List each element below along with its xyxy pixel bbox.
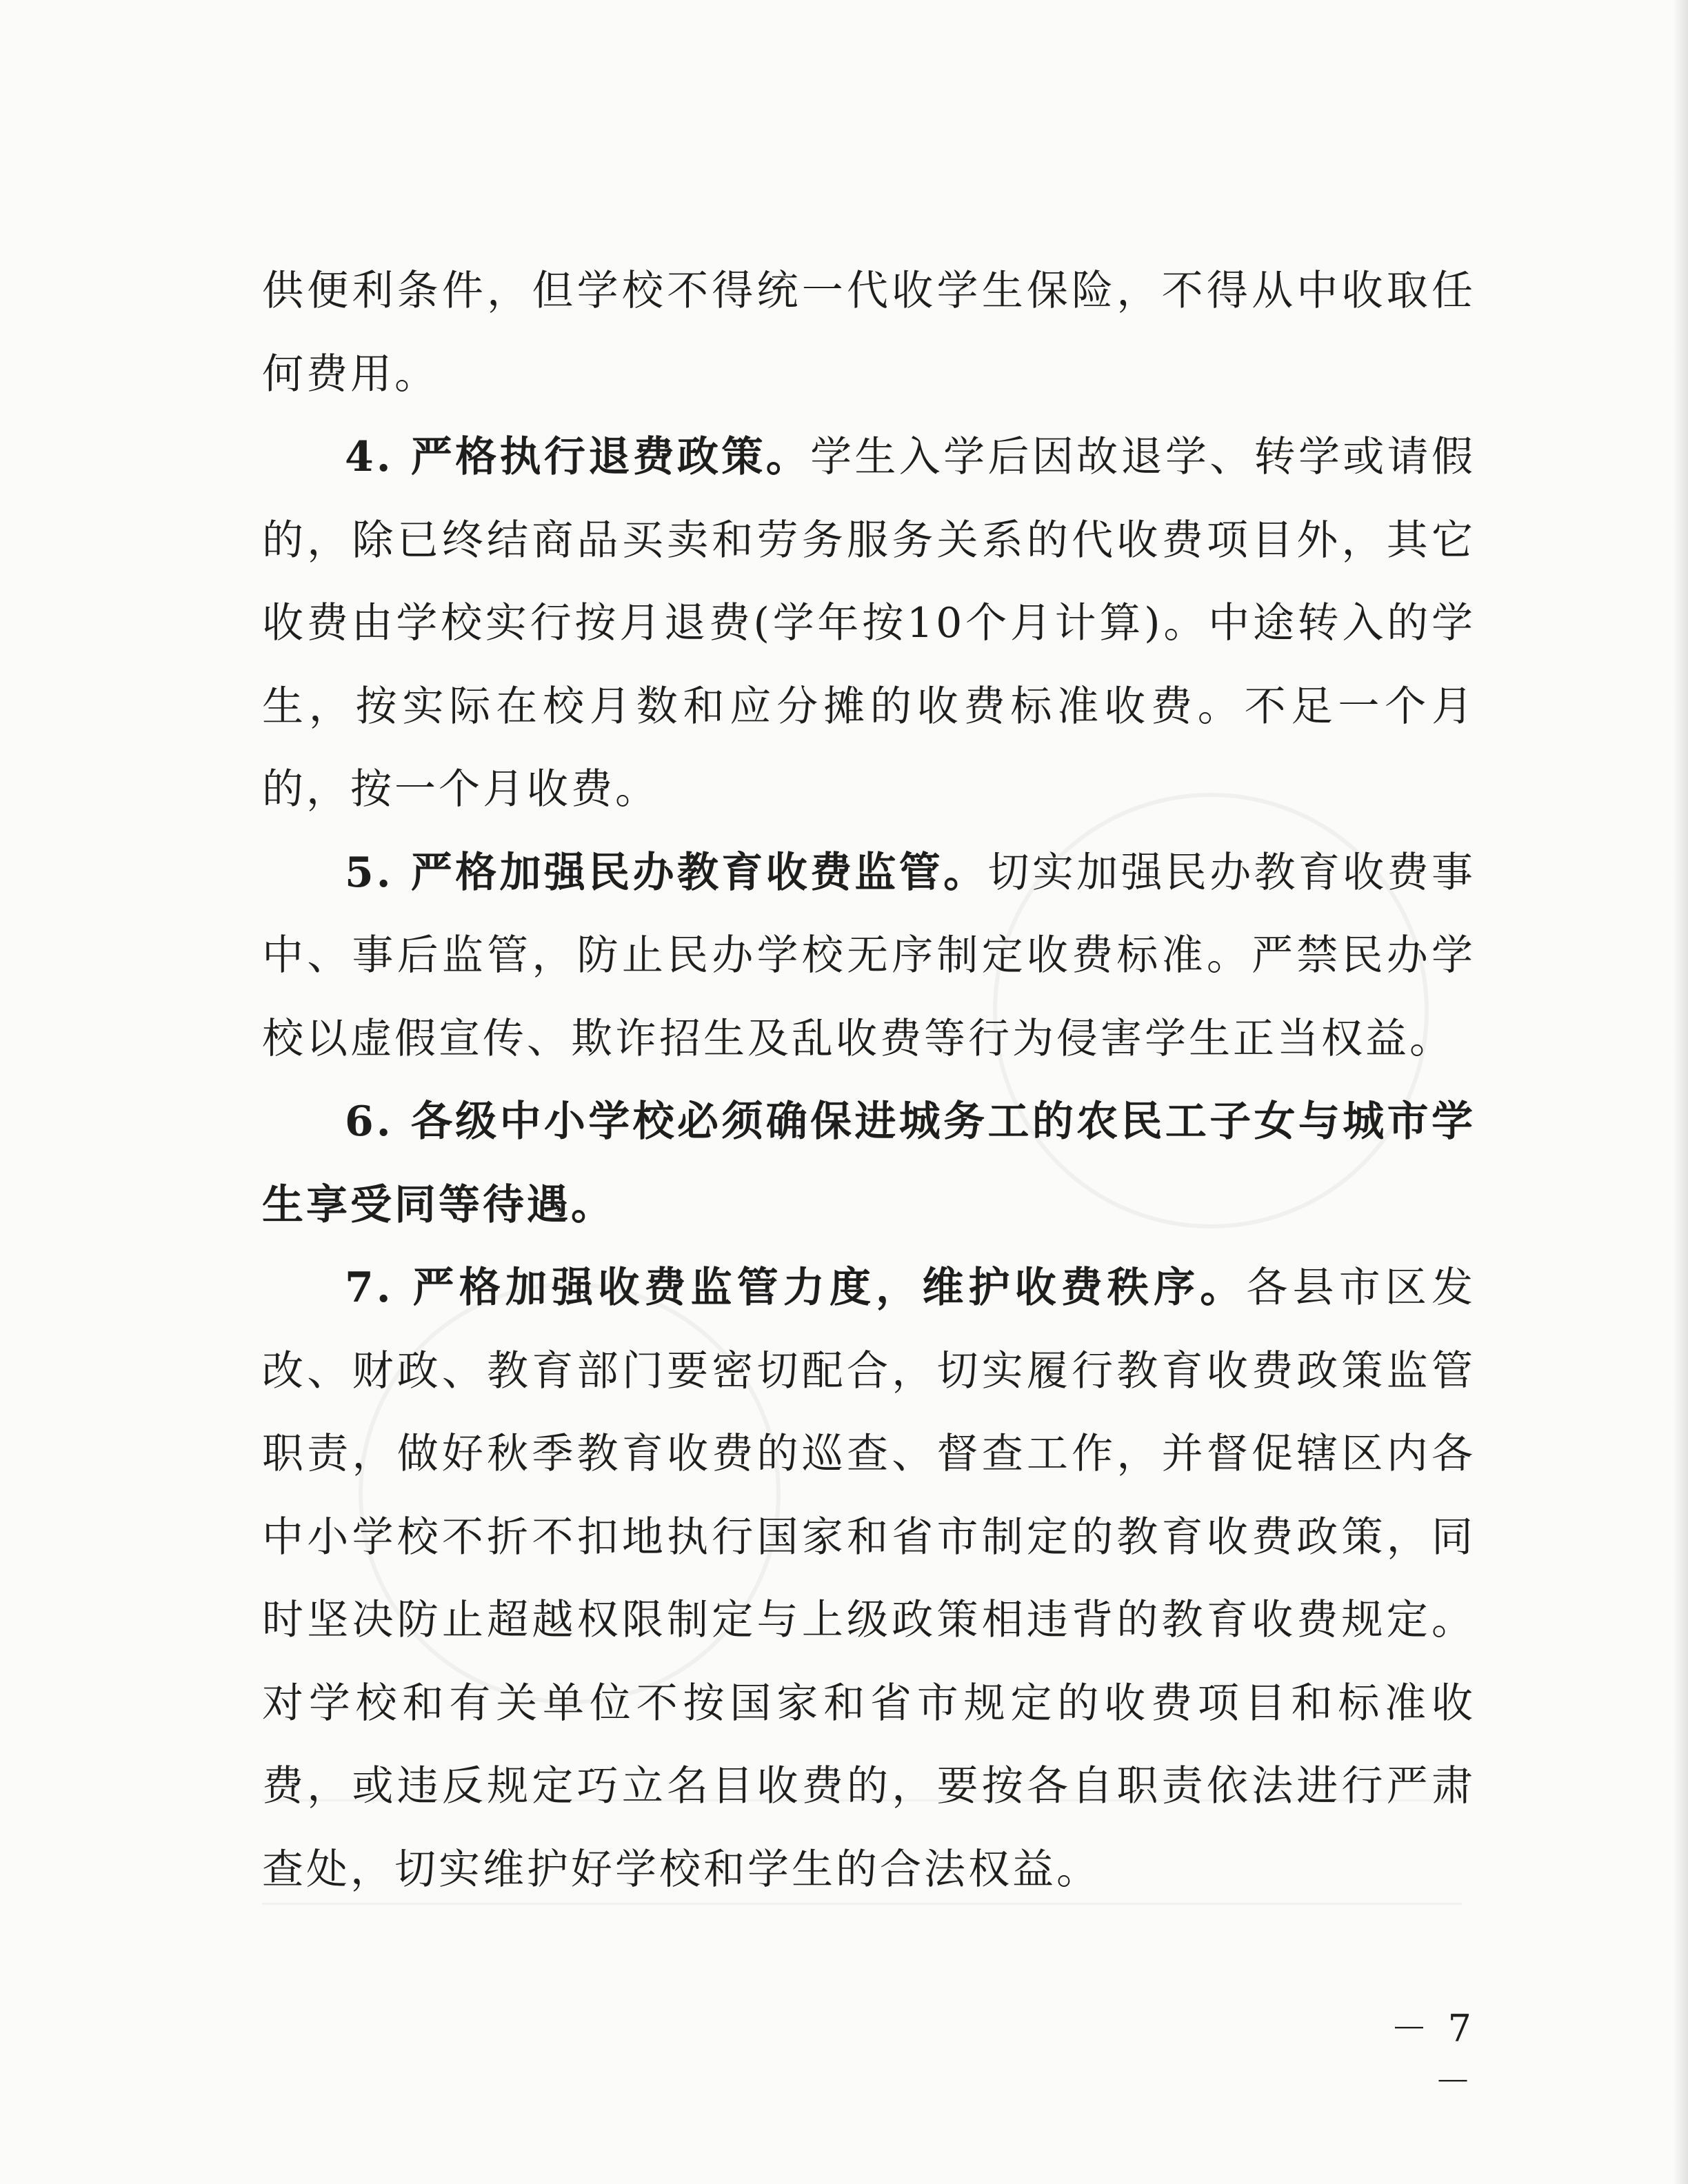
paragraph-private-education <box>262 831 1476 1081</box>
paragraph-heading: 7. 严格加强收费监管力度，维护收费秩序。 <box>345 1264 1247 1312</box>
paragraph-text: 供便利条件，但学校不得统一代收学生保险，不得从中收取任何费用。 <box>262 267 1476 398</box>
paragraph-text: 切实加强民办教育收费事中、事后监管，防止民办学校无序制定收费标准。严禁民办学校以虚假宣传、欺诈招生及乱收费等行为侵害学生正当权益。 <box>262 848 1476 1063</box>
paragraph-text: 学生入学后因故退学、转学或请假的，除已终结商品买卖和劳务服务关系的代收费项目外，其它收费由学校实行按月退费(学年按10个月计算)。中途转入的学生，按实际在校月数和应分摊的收费标准收费。不足一个月的，按一个月收费。 <box>262 433 1476 813</box>
paragraph-heading: 5. 严格加强民办教育收费监管。 <box>345 848 988 897</box>
scan-edge-shadow <box>1673 0 1688 2184</box>
paragraph-migrant-children <box>262 1080 1476 1246</box>
document-body <box>262 250 1476 1911</box>
paragraph-continuation <box>262 250 1476 416</box>
paragraph-heading: 4. 严格执行退费政策。 <box>345 433 811 481</box>
paragraph-heading: 6. 各级中小学校必须确保进城务工的农民工子女与城市学生享受同等待遇。 <box>262 1098 1476 1229</box>
paragraph-refund-policy <box>262 416 1476 831</box>
paragraph-text: 各县市区发改、财政、教育部门要密切配合，切实履行教育收费政策监管职责，做好秋季教育收费的巡查、督查工作，并督促辖区内各中小学校不折不扣地执行国家和省市制定的教育收费政策，同时坚决防止超越权限制定与上级政策相违背的教育收费规定。对学校和有关单位不按国家和省市规定的收费项目和标准收费，或违反规定巧立名目收费的，要按各自职责依法进行严肃查处，切实维护好学校和学生的合法权益。 <box>262 1264 1476 1894</box>
page-number: － 7 － <box>1390 2007 1476 2103</box>
paragraph-fee-supervision <box>262 1246 1476 1911</box>
